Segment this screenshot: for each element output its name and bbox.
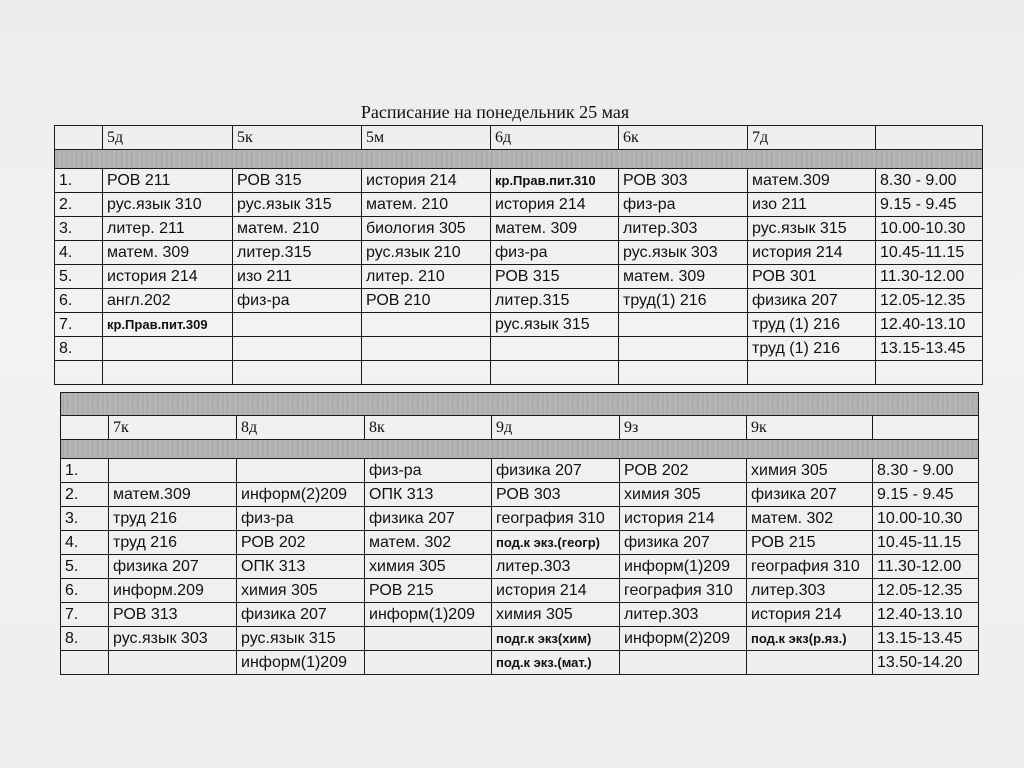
subject-cell: РОВ 315 (233, 169, 362, 193)
schedule-table-top (54, 125, 983, 385)
subject-cell: литер.303 (492, 555, 620, 579)
class-header-cell (61, 416, 109, 440)
lesson-number-cell: 4. (61, 531, 109, 555)
class-header-cell: 5м (362, 126, 491, 150)
table-row (61, 603, 979, 627)
subject-cell: подг.к экз(хим) (492, 627, 620, 651)
table-row (61, 483, 979, 507)
subject-cell: история 214 (748, 241, 876, 265)
lesson-number-cell: 5. (55, 265, 103, 289)
lesson-number-cell: 2. (55, 193, 103, 217)
subject-cell (748, 361, 876, 385)
table-row (55, 193, 983, 217)
subject-cell: англ.202 (103, 289, 233, 313)
lesson-number-cell: 1. (55, 169, 103, 193)
subject-cell: физ-ра (619, 193, 748, 217)
subject-cell (620, 651, 747, 675)
subject-cell: химия 305 (492, 603, 620, 627)
table-row (61, 651, 979, 675)
time-slot-cell: 11.30-12.00 (873, 555, 979, 579)
subject-cell: рус.язык 315 (491, 313, 619, 337)
subject-cell: химия 305 (237, 579, 365, 603)
subject-cell (619, 361, 748, 385)
subject-cell (109, 459, 237, 483)
subject-cell: РОВ 202 (237, 531, 365, 555)
subject-cell (233, 361, 362, 385)
subject-cell: под.к экз(р.яз.) (747, 627, 873, 651)
time-slot-cell: 9.15 - 9.45 (876, 193, 983, 217)
lesson-number-cell: 2. (61, 483, 109, 507)
class-header-cell (873, 416, 979, 440)
subject-cell: РОВ 215 (365, 579, 492, 603)
subject-cell: ОПК 313 (237, 555, 365, 579)
lesson-number-cell: 1. (61, 459, 109, 483)
subject-cell: изо 211 (748, 193, 876, 217)
gray-separator-cell (61, 393, 979, 416)
time-slot-cell: 13.15-13.45 (876, 337, 983, 361)
subject-cell: труд 216 (109, 531, 237, 555)
class-header-cell: 5д (103, 126, 233, 150)
table-row (55, 217, 983, 241)
table-row (55, 337, 983, 361)
lesson-number-cell (61, 651, 109, 675)
subject-cell: матем. 309 (491, 217, 619, 241)
subject-cell (491, 337, 619, 361)
table-row (61, 459, 979, 483)
subject-cell (362, 337, 491, 361)
class-header-cell: 9к (747, 416, 873, 440)
subject-cell (747, 651, 873, 675)
subject-cell (103, 337, 233, 361)
class-header-cell: 7к (109, 416, 237, 440)
time-slot-cell: 12.40-13.10 (876, 313, 983, 337)
class-header-cell (55, 126, 103, 150)
subject-cell (233, 337, 362, 361)
subject-cell: матем. 302 (747, 507, 873, 531)
subject-cell: изо 211 (233, 265, 362, 289)
gray-separator-band (55, 150, 983, 169)
subject-cell: история 214 (103, 265, 233, 289)
subject-cell (362, 313, 491, 337)
subject-cell: литер.303 (620, 603, 747, 627)
lesson-number-cell: 6. (55, 289, 103, 313)
subject-cell: под.к экз.(геогр) (492, 531, 620, 555)
lesson-number-cell: 8. (61, 627, 109, 651)
subject-cell: физика 207 (748, 289, 876, 313)
class-header-cell: 7д (748, 126, 876, 150)
subject-cell: матем.309 (748, 169, 876, 193)
lesson-number-cell: 3. (55, 217, 103, 241)
subject-cell (237, 459, 365, 483)
subject-cell (365, 651, 492, 675)
subject-cell (109, 651, 237, 675)
subject-cell: рус.язык 210 (362, 241, 491, 265)
subject-cell: информ(2)209 (237, 483, 365, 507)
lesson-number-cell: 3. (61, 507, 109, 531)
subject-cell: физика 207 (747, 483, 873, 507)
table-row (55, 265, 983, 289)
subject-cell (491, 361, 619, 385)
subject-cell: физ-ра (237, 507, 365, 531)
time-slot-cell: 10.00-10.30 (873, 507, 979, 531)
subject-cell: рус.язык 303 (619, 241, 748, 265)
class-header-cell: 8д (237, 416, 365, 440)
subject-cell: химия 305 (620, 483, 747, 507)
time-slot-cell: 9.15 - 9.45 (873, 483, 979, 507)
gray-separator-cell (55, 150, 983, 169)
subject-cell: история 214 (362, 169, 491, 193)
lesson-number-cell: 7. (61, 603, 109, 627)
gray-separator-band (61, 393, 979, 416)
page-title: Расписание на понедельник 25 мая (360, 102, 630, 122)
subject-cell (365, 627, 492, 651)
time-slot-cell: 12.05-12.35 (876, 289, 983, 313)
subject-cell (233, 313, 362, 337)
class-header-cell: 5к (233, 126, 362, 150)
subject-cell: физ-ра (233, 289, 362, 313)
subject-cell: физика 207 (365, 507, 492, 531)
time-slot-cell: 13.50-14.20 (873, 651, 979, 675)
time-slot-cell: 12.40-13.10 (873, 603, 979, 627)
lesson-number-cell: 7. (55, 313, 103, 337)
table-row (55, 313, 983, 337)
subject-cell: труд(1) 216 (619, 289, 748, 313)
subject-cell: матем. 309 (103, 241, 233, 265)
subject-cell: матем. 302 (365, 531, 492, 555)
class-header-row (55, 126, 983, 150)
subject-cell: физ-ра (365, 459, 492, 483)
subject-cell: химия 305 (747, 459, 873, 483)
time-slot-cell (876, 361, 983, 385)
subject-cell: РОВ 313 (109, 603, 237, 627)
time-slot-cell: 11.30-12.00 (876, 265, 983, 289)
subject-cell: труд (1) 216 (748, 313, 876, 337)
time-slot-cell: 10.45-11.15 (876, 241, 983, 265)
class-header-row (61, 416, 979, 440)
subject-cell: РОВ 303 (619, 169, 748, 193)
time-slot-cell: 12.05-12.35 (873, 579, 979, 603)
subject-cell (619, 337, 748, 361)
subject-cell: информ(1)209 (620, 555, 747, 579)
lesson-number-cell: 6. (61, 579, 109, 603)
class-header-cell: 9з (620, 416, 747, 440)
time-slot-cell: 10.45-11.15 (873, 531, 979, 555)
gray-separator-cell (61, 440, 979, 459)
subject-cell: физика 207 (237, 603, 365, 627)
subject-cell: история 214 (747, 603, 873, 627)
subject-cell: литер.315 (491, 289, 619, 313)
subject-cell: информ(1)209 (237, 651, 365, 675)
subject-cell: география 310 (620, 579, 747, 603)
subject-cell: РОВ 303 (492, 483, 620, 507)
table-row (61, 531, 979, 555)
table-row (61, 555, 979, 579)
subject-cell: история 214 (492, 579, 620, 603)
subject-cell: физ-ра (491, 241, 619, 265)
gray-separator-band (61, 440, 979, 459)
subject-cell: литер.303 (619, 217, 748, 241)
subject-cell: труд 216 (109, 507, 237, 531)
table-row (55, 169, 983, 193)
subject-cell: рус.язык 303 (109, 627, 237, 651)
subject-cell: рус.язык 310 (103, 193, 233, 217)
subject-cell: рус.язык 315 (748, 217, 876, 241)
class-header-cell: 6д (491, 126, 619, 150)
subject-cell: РОВ 315 (491, 265, 619, 289)
subject-cell: рус.язык 315 (237, 627, 365, 651)
subject-cell: химия 305 (365, 555, 492, 579)
subject-cell: литер.303 (747, 579, 873, 603)
subject-cell: РОВ 301 (748, 265, 876, 289)
subject-cell: РОВ 210 (362, 289, 491, 313)
subject-cell: рус.язык 315 (233, 193, 362, 217)
subject-cell: информ(2)209 (620, 627, 747, 651)
subject-cell: информ.209 (109, 579, 237, 603)
subject-cell: биология 305 (362, 217, 491, 241)
subject-cell: история 214 (620, 507, 747, 531)
subject-cell: под.к экз.(мат.) (492, 651, 620, 675)
subject-cell: РОВ 215 (747, 531, 873, 555)
lesson-number-cell: 5. (61, 555, 109, 579)
subject-cell (103, 361, 233, 385)
subject-cell: физика 207 (109, 555, 237, 579)
subject-cell: литер.315 (233, 241, 362, 265)
subject-cell: география 310 (747, 555, 873, 579)
subject-cell: информ(1)209 (365, 603, 492, 627)
class-header-cell (876, 126, 983, 150)
class-header-cell: 8к (365, 416, 492, 440)
subject-cell: физика 207 (492, 459, 620, 483)
table-row (61, 579, 979, 603)
class-header-cell: 9д (492, 416, 620, 440)
time-slot-cell: 10.00-10.30 (876, 217, 983, 241)
lesson-number-cell (55, 361, 103, 385)
table-row (61, 507, 979, 531)
subject-cell: физика 207 (620, 531, 747, 555)
table-row (55, 361, 983, 385)
subject-cell: труд (1) 216 (748, 337, 876, 361)
table-row (55, 289, 983, 313)
lesson-number-cell: 4. (55, 241, 103, 265)
lesson-number-cell: 8. (55, 337, 103, 361)
table-row (61, 627, 979, 651)
subject-cell: матем. 210 (233, 217, 362, 241)
subject-cell: кр.Прав.пит.309 (103, 313, 233, 337)
subject-cell: матем. 210 (362, 193, 491, 217)
subject-cell: литер. 211 (103, 217, 233, 241)
class-header-cell: 6к (619, 126, 748, 150)
schedule-table-bottom (60, 392, 979, 675)
table-row (55, 241, 983, 265)
subject-cell: РОВ 202 (620, 459, 747, 483)
subject-cell: матем. 309 (619, 265, 748, 289)
subject-cell: география 310 (492, 507, 620, 531)
subject-cell (619, 313, 748, 337)
time-slot-cell: 8.30 - 9.00 (876, 169, 983, 193)
time-slot-cell: 8.30 - 9.00 (873, 459, 979, 483)
subject-cell (362, 361, 491, 385)
subject-cell: РОВ 211 (103, 169, 233, 193)
time-slot-cell: 13.15-13.45 (873, 627, 979, 651)
subject-cell: кр.Прав.пит.310 (491, 169, 619, 193)
subject-cell: литер. 210 (362, 265, 491, 289)
subject-cell: история 214 (491, 193, 619, 217)
subject-cell: ОПК 313 (365, 483, 492, 507)
subject-cell: матем.309 (109, 483, 237, 507)
